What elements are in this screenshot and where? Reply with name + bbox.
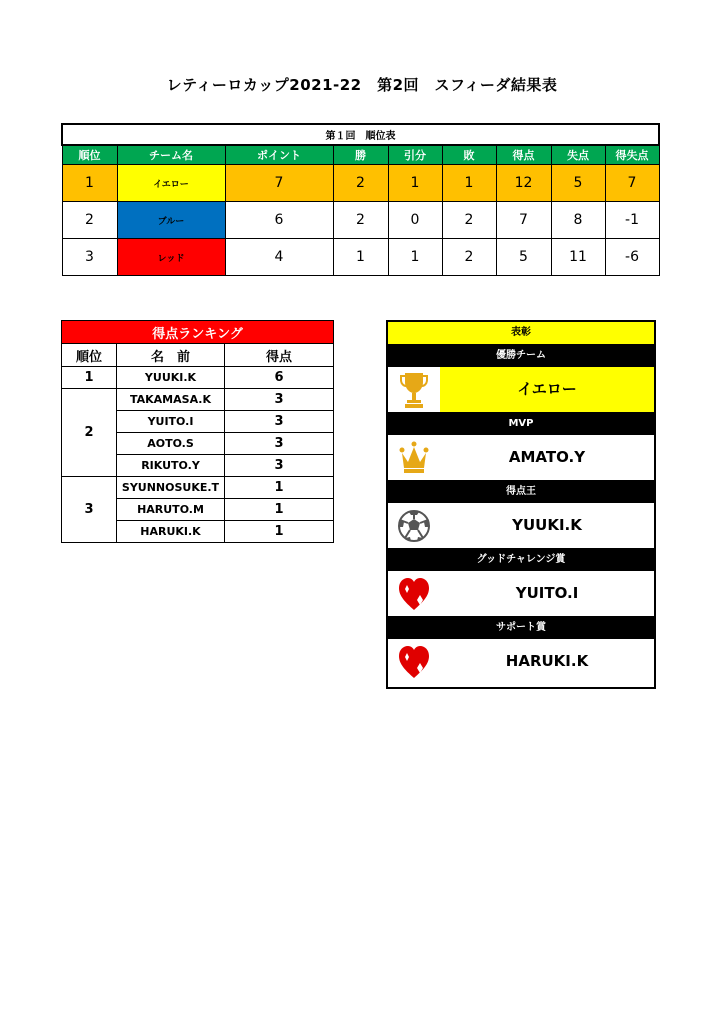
col-header-name: 名 前 xyxy=(117,344,225,367)
loss-cell: 1 xyxy=(442,165,496,202)
award-top-scorer xyxy=(388,503,654,549)
player-name: YUUKI.K xyxy=(117,367,225,389)
goals-against-cell: 5 xyxy=(551,165,605,202)
player-name: YUITO.I xyxy=(117,411,225,433)
scoring-ranking-table xyxy=(61,320,334,543)
player-name: AOTO.S xyxy=(117,433,225,455)
player-goals: 3 xyxy=(225,411,334,433)
col-header-loss: 敗 xyxy=(442,145,496,165)
player-name: HARUTO.M xyxy=(117,499,225,521)
awards-title: 表彰 xyxy=(388,322,654,345)
table-row xyxy=(62,367,334,389)
player-name: TAKAMASA.K xyxy=(117,389,225,411)
goal-diff-cell: 7 xyxy=(605,165,659,202)
standings-table xyxy=(61,123,660,276)
draw-cell: 0 xyxy=(388,202,442,239)
award-winner: YUUKI.K xyxy=(512,516,582,534)
goals-for-cell: 12 xyxy=(496,165,551,202)
player-goals: 1 xyxy=(225,499,334,521)
award-label-good-challenge: グッドチャレンジ賞 xyxy=(388,549,654,571)
goals-for-cell: 5 xyxy=(496,239,551,276)
goal-diff-cell: -1 xyxy=(605,202,659,239)
player-name: RIKUTO.Y xyxy=(117,455,225,477)
goals-against-cell: 11 xyxy=(551,239,605,276)
award-label-champion: 優勝チーム xyxy=(388,345,654,367)
player-goals: 6 xyxy=(225,367,334,389)
standings-caption: 第１回 順位表 xyxy=(62,124,659,145)
award-winner: YUITO.I xyxy=(515,584,579,602)
points-cell: 6 xyxy=(225,202,333,239)
rank-cell: 1 xyxy=(62,367,117,389)
award-winner: イエロー xyxy=(440,367,654,412)
col-header-goals: 得点 xyxy=(225,344,334,367)
table-row xyxy=(62,165,659,202)
col-header-goal-diff: 得失点 xyxy=(605,145,659,165)
player-name: SYUNNOSUKE.T xyxy=(117,477,225,499)
table-row xyxy=(62,389,334,411)
award-mvp xyxy=(388,435,654,481)
award-winner: AMATO.Y xyxy=(508,448,586,466)
award-support xyxy=(388,639,654,684)
player-goals: 3 xyxy=(225,433,334,455)
player-goals: 3 xyxy=(225,389,334,411)
award-winner: HARUKI.K xyxy=(505,652,589,670)
col-header-goals-against: 失点 xyxy=(551,145,605,165)
points-cell: 4 xyxy=(225,239,333,276)
col-header-rank: 順位 xyxy=(62,145,117,165)
col-header-team: チーム名 xyxy=(117,145,225,165)
heart-card-icon xyxy=(388,639,440,684)
player-goals: 3 xyxy=(225,455,334,477)
crown-icon xyxy=(388,435,440,480)
rank-cell: 3 xyxy=(62,239,117,276)
award-good-challenge xyxy=(388,571,654,617)
table-row xyxy=(62,239,659,276)
team-cell: ブルー xyxy=(117,202,225,239)
rank-cell: 2 xyxy=(62,202,117,239)
ranking-title: 得点ランキング xyxy=(62,321,334,344)
goals-against-cell: 8 xyxy=(551,202,605,239)
awards-panel xyxy=(386,320,656,689)
win-cell: 2 xyxy=(333,165,388,202)
loss-cell: 2 xyxy=(442,239,496,276)
draw-cell: 1 xyxy=(388,165,442,202)
rank-cell: 1 xyxy=(62,165,117,202)
team-cell: イエロー xyxy=(117,165,225,202)
col-header-draw: 引分 xyxy=(388,145,442,165)
points-cell: 7 xyxy=(225,165,333,202)
table-row xyxy=(62,477,334,499)
soccer-ball-icon xyxy=(388,503,440,548)
win-cell: 2 xyxy=(333,202,388,239)
player-goals: 1 xyxy=(225,521,334,543)
col-header-points: ポイント xyxy=(225,145,333,165)
table-row xyxy=(62,202,659,239)
col-header-rank: 順位 xyxy=(62,344,117,367)
ranking-header-row xyxy=(62,344,334,367)
standings-header-row xyxy=(62,145,659,165)
page-title: レティーロカップ2021-22 第2回 スフィーダ結果表 xyxy=(166,76,558,94)
col-header-goals-for: 得点 xyxy=(496,145,551,165)
award-label-support: サポート賞 xyxy=(388,617,654,639)
win-cell: 1 xyxy=(333,239,388,276)
heart-card-icon xyxy=(388,571,440,616)
team-cell: レッド xyxy=(117,239,225,276)
trophy-icon xyxy=(388,367,440,412)
player-name: HARUKI.K xyxy=(117,521,225,543)
col-header-win: 勝 xyxy=(333,145,388,165)
award-label-mvp: MVP xyxy=(388,413,654,435)
loss-cell: 2 xyxy=(442,202,496,239)
award-champion xyxy=(388,367,654,413)
goals-for-cell: 7 xyxy=(496,202,551,239)
rank-cell: 3 xyxy=(62,477,117,543)
award-label-top-scorer: 得点王 xyxy=(388,481,654,503)
player-goals: 1 xyxy=(225,477,334,499)
rank-cell: 2 xyxy=(62,389,117,477)
draw-cell: 1 xyxy=(388,239,442,276)
goal-diff-cell: -6 xyxy=(605,239,659,276)
